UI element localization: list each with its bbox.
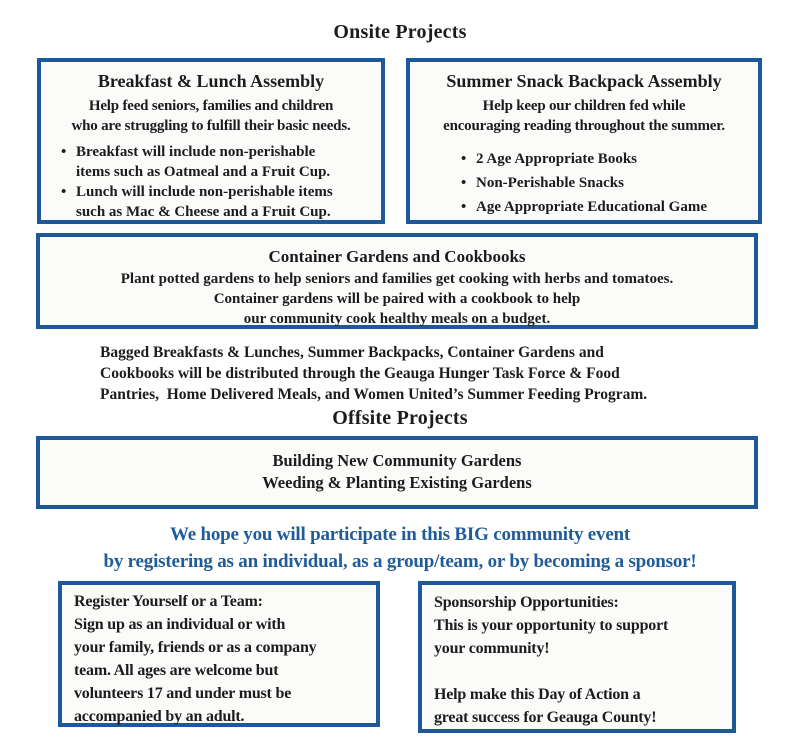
sponsorship-box-line: This is your opportunity to support xyxy=(434,617,669,634)
offsite-box-line: Building New Community Gardens xyxy=(272,451,522,470)
bullet-item: • Lunch will include non-perishable items such as Mac & Cheese and a Fruit Cup. xyxy=(61,182,378,222)
bullet-item: • Non-Perishable Snacks xyxy=(461,173,707,194)
breakfast-lunch-assembly-box xyxy=(37,58,385,224)
sponsorship-box-line: Help make this Day of Action a xyxy=(434,686,641,703)
gardens-box-line: Container gardens will be paired with a cookbook to help xyxy=(213,291,581,307)
backpack-box-title: Summer Snack Backpack Assembly xyxy=(446,71,722,91)
register-box-title: Register Yourself or a Team: xyxy=(74,593,263,610)
distribution-note xyxy=(100,342,800,405)
intro-line: Help feed seniors, families and children xyxy=(88,98,334,114)
distribution-line: Bagged Breakfasts & Lunches, Summer Backpacks, Container Gardens and xyxy=(100,344,604,361)
breakfast-bullet-list xyxy=(44,142,378,222)
sponsorship-box xyxy=(418,581,736,733)
gardens-box-title: Container Gardens and Cookbooks xyxy=(268,247,526,266)
sponsorship-box-line: your community! xyxy=(434,640,550,657)
bullet-item: • Breakfast will include non-perishable items such as Oatmeal and a Fruit Cup. xyxy=(61,142,378,182)
sponsorship-box-title: Sponsorship Opportunities: xyxy=(434,594,619,611)
summer-snack-backpack-box xyxy=(406,58,762,224)
registration-boxes-row xyxy=(58,581,800,733)
distribution-line: Cookbooks will be distributed through the Geauga Hunger Task Force & Food xyxy=(100,365,620,382)
register-box-line: team. All ages are welcome but xyxy=(74,662,279,679)
onsite-boxes-row xyxy=(37,58,800,224)
blank-line-spacer xyxy=(434,660,720,683)
distribution-line: Pantries, Home Delivered Meals, and Women United’s Summer Feeding Program. xyxy=(100,386,648,403)
register-box-line: Sign up as an individual or with xyxy=(74,616,286,633)
register-box-line: your family, friends or as a company xyxy=(74,639,317,656)
backpack-box-intro xyxy=(413,96,755,136)
gardens-box-line: Plant potted gardens to help seniors and families get cooking with herbs and tomatoes. xyxy=(120,271,674,287)
register-team-box xyxy=(58,581,380,727)
offsite-box-line: Weeding & Planting Existing Gardens xyxy=(262,473,532,492)
intro-line: encouraging reading throughout the summer. xyxy=(443,118,725,134)
onsite-projects-heading: Onsite Projects xyxy=(333,21,467,43)
intro-line: who are struggling to fulfill their basic needs. xyxy=(71,118,351,134)
sponsorship-box-line: great success for Geauga County! xyxy=(434,709,657,726)
backpack-bullets-wrap xyxy=(413,149,755,221)
intro-line: Help keep our children fed while xyxy=(482,98,686,114)
offsite-projects-heading: Offsite Projects xyxy=(332,407,468,429)
offsite-gardens-box xyxy=(36,436,758,509)
backpack-bullet-list xyxy=(461,149,707,221)
participation-callout xyxy=(0,521,800,575)
bullet-item: • Age Appropriate Educational Game xyxy=(461,197,707,218)
breakfast-box-intro xyxy=(44,96,378,136)
container-gardens-box xyxy=(36,233,758,329)
participation-line: We hope you will participate in this BIG community event xyxy=(169,524,631,545)
gardens-box-line: our community cook healthy meals on a budget. xyxy=(243,311,551,327)
register-box-line: accompanied by an adult. xyxy=(74,708,245,725)
bullet-item: • 2 Age Appropriate Books xyxy=(461,149,707,170)
participation-line: by registering as an individual, as a group/team, or by becoming a sponsor! xyxy=(103,551,697,572)
register-box-line: volunteers 17 and under must be xyxy=(74,685,292,702)
breakfast-box-title: Breakfast & Lunch Assembly xyxy=(97,71,325,91)
